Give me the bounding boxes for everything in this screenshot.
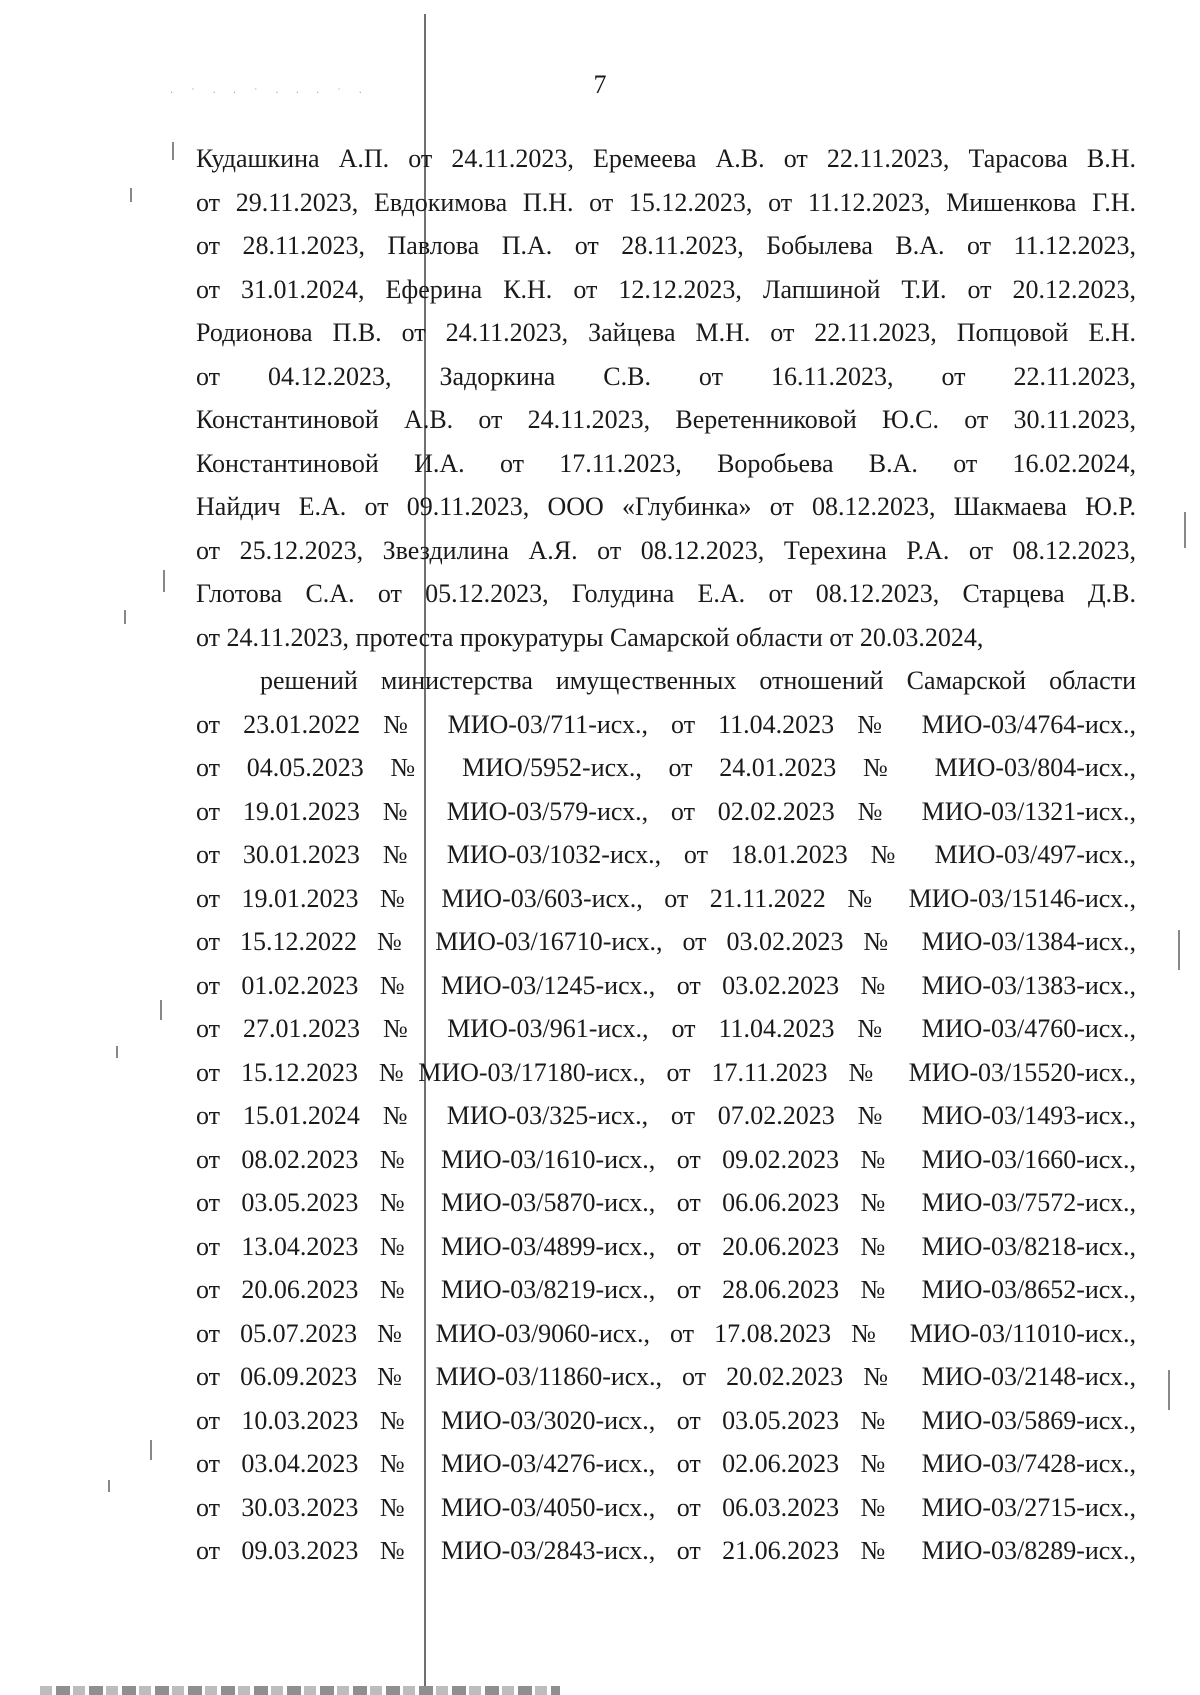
text-line: от 03.04.2023 № МИО-03/4276-исх., от 02.06.2023 № МИО-03/7428-исх., — [196, 1449, 1136, 1478]
text-line: Константиновой И.А. от 17.11.2023, Воробьева В.А. от 16.02.2024, — [196, 448, 1136, 478]
text-line: от 06.09.2023 № МИО-03/11860-исх., от 20.02.2023 № МИО-03/2148-исх., — [196, 1362, 1136, 1391]
text-line: от 27.01.2023 № МИО-03/961-исх., от 11.04.2023 № МИО-03/4760-исх., — [196, 1014, 1136, 1043]
scan-mark — [124, 610, 126, 624]
text-line: решений министерства имущественных отношений Самарской области — [260, 666, 1136, 695]
scan-mark — [130, 188, 132, 202]
text-line: от 15.12.2022 № МИО-03/16710-исх., от 03.02.2023 № МИО-03/1384-исх., — [196, 927, 1136, 956]
text-line: Глотова С.А. от 05.12.2023, Голудина Е.А. от 08.12.2023, Старцева Д.В. — [196, 579, 1136, 608]
text-line: от 28.11.2023, Павлова П.А. от 28.11.2023, Бобылева В.А. от 11.12.2023, — [196, 231, 1136, 260]
text-line: от 15.01.2024 № МИО-03/325-исх., от 07.02.2023 № МИО-03/1493-исх., — [196, 1101, 1136, 1130]
text-line: от 09.03.2023 № МИО-03/2843-исх., от 21.06.2023 № МИО-03/8289-исх., — [196, 1536, 1136, 1565]
text-line: от 29.11.2023, Евдокимова П.Н. от 15.12.2023, от 11.12.2023, Мишенкова Г.Н. — [196, 187, 1136, 217]
text-line: от 30.03.2023 № МИО-03/4050-исх., от 06.03.2023 № МИО-03/2715-исх., — [196, 1492, 1136, 1522]
scan-mark — [172, 142, 174, 160]
scan-mark — [1178, 930, 1180, 970]
text-line: от 19.01.2023 № МИО-03/603-исх., от 21.11.2022 № МИО-03/15146-исх., — [196, 883, 1136, 913]
scan-mark — [1184, 512, 1186, 548]
scan-mark — [108, 1480, 110, 1492]
text-line: Кудашкина А.П. от 24.11.2023, Еремеева А.В. от 22.11.2023, Тарасова В.Н. — [196, 144, 1136, 173]
text-line: от 20.06.2023 № МИО-03/8219-исх., от 28.06.2023 № МИО-03/8652-исх., — [196, 1275, 1136, 1304]
text-line: Константиновой А.В. от 24.11.2023, Веретенниковой Ю.С. от 30.11.2023, — [196, 405, 1136, 434]
paragraph-p2 — [196, 659, 1136, 1573]
text-line: от 01.02.2023 № МИО-03/1245-исх., от 03.02.2023 № МИО-03/1383-исх., — [196, 970, 1136, 1000]
text-line: от 31.01.2024, Еферина К.Н. от 12.12.2023, Лапшиной Т.И. от 20.12.2023, — [196, 274, 1136, 304]
scan-mark — [160, 1000, 162, 1020]
text-line: от 30.01.2023 № МИО-03/1032-исх., от 18.01.2023 № МИО-03/497-исх., — [196, 840, 1136, 869]
scan-edge-strip — [40, 1686, 560, 1695]
scan-mark — [116, 1046, 118, 1058]
text-line: от 13.04.2023 № МИО-03/4899-исх., от 20.06.2023 № МИО-03/8218-исх., — [196, 1231, 1136, 1261]
text-line: от 24.11.2023, протеста прокуратуры Самарской области от 20.03.2024, — [196, 622, 984, 652]
body-text — [196, 137, 1136, 1573]
paragraph-p1 — [196, 137, 1136, 659]
text-line: Родионова П.В. от 24.11.2023, Зайцева М.Н. от 22.11.2023, Попцовой Е.Н. — [196, 318, 1136, 347]
text-line: от 25.12.2023, Звездилина А.Я. от 08.12.2023, Терехина Р.А. от 08.12.2023, — [196, 535, 1136, 565]
text-line: от 08.02.2023 № МИО-03/1610-исх., от 09.02.2023 № МИО-03/1660-исх., — [196, 1144, 1136, 1174]
scan-mark — [150, 1440, 152, 1460]
page-number: 7 — [593, 70, 607, 99]
text-line: от 10.03.2023 № МИО-03/3020-исх., от 03.05.2023 № МИО-03/5869-исх., — [196, 1405, 1136, 1435]
text-line: Найдич Е.А. от 09.11.2023, ООО «Глубинка» от 08.12.2023, Шакмаева Ю.Р. — [196, 492, 1136, 521]
text-line: от 23.01.2022 № МИО-03/711-исх., от 11.04.2023 № МИО-03/4764-исх., — [196, 709, 1136, 739]
text-line: от 05.07.2023 № МИО-03/9060-исх., от 17.08.2023 № МИО-03/11010-исх., — [196, 1318, 1136, 1348]
text-line: от 04.12.2023, Задоркина С.В. от 16.11.2023, от 22.11.2023, — [196, 361, 1136, 391]
text-line: от 04.05.2023 № МИО/5952-исх., от 24.01.2023 № МИО-03/804-исх., — [196, 753, 1136, 782]
text-line: от 19.01.2023 № МИО-03/579-исх., от 02.02.2023 № МИО-03/1321-исх., — [196, 796, 1136, 826]
scan-noise: · ˙ · · ˙ · · · ˙ · — [170, 88, 369, 99]
paragraphs — [196, 137, 1136, 1573]
scan-mark — [163, 570, 165, 592]
text-line: от 15.12.2023 №МИО-03/17180-исх., от 17.11.2023 № МИО-03/15520-исх., — [196, 1057, 1136, 1087]
scan-mark — [1168, 1370, 1170, 1410]
text-line: от 03.05.2023 № МИО-03/5870-исх., от 06.06.2023 № МИО-03/7572-исх., — [196, 1188, 1136, 1217]
